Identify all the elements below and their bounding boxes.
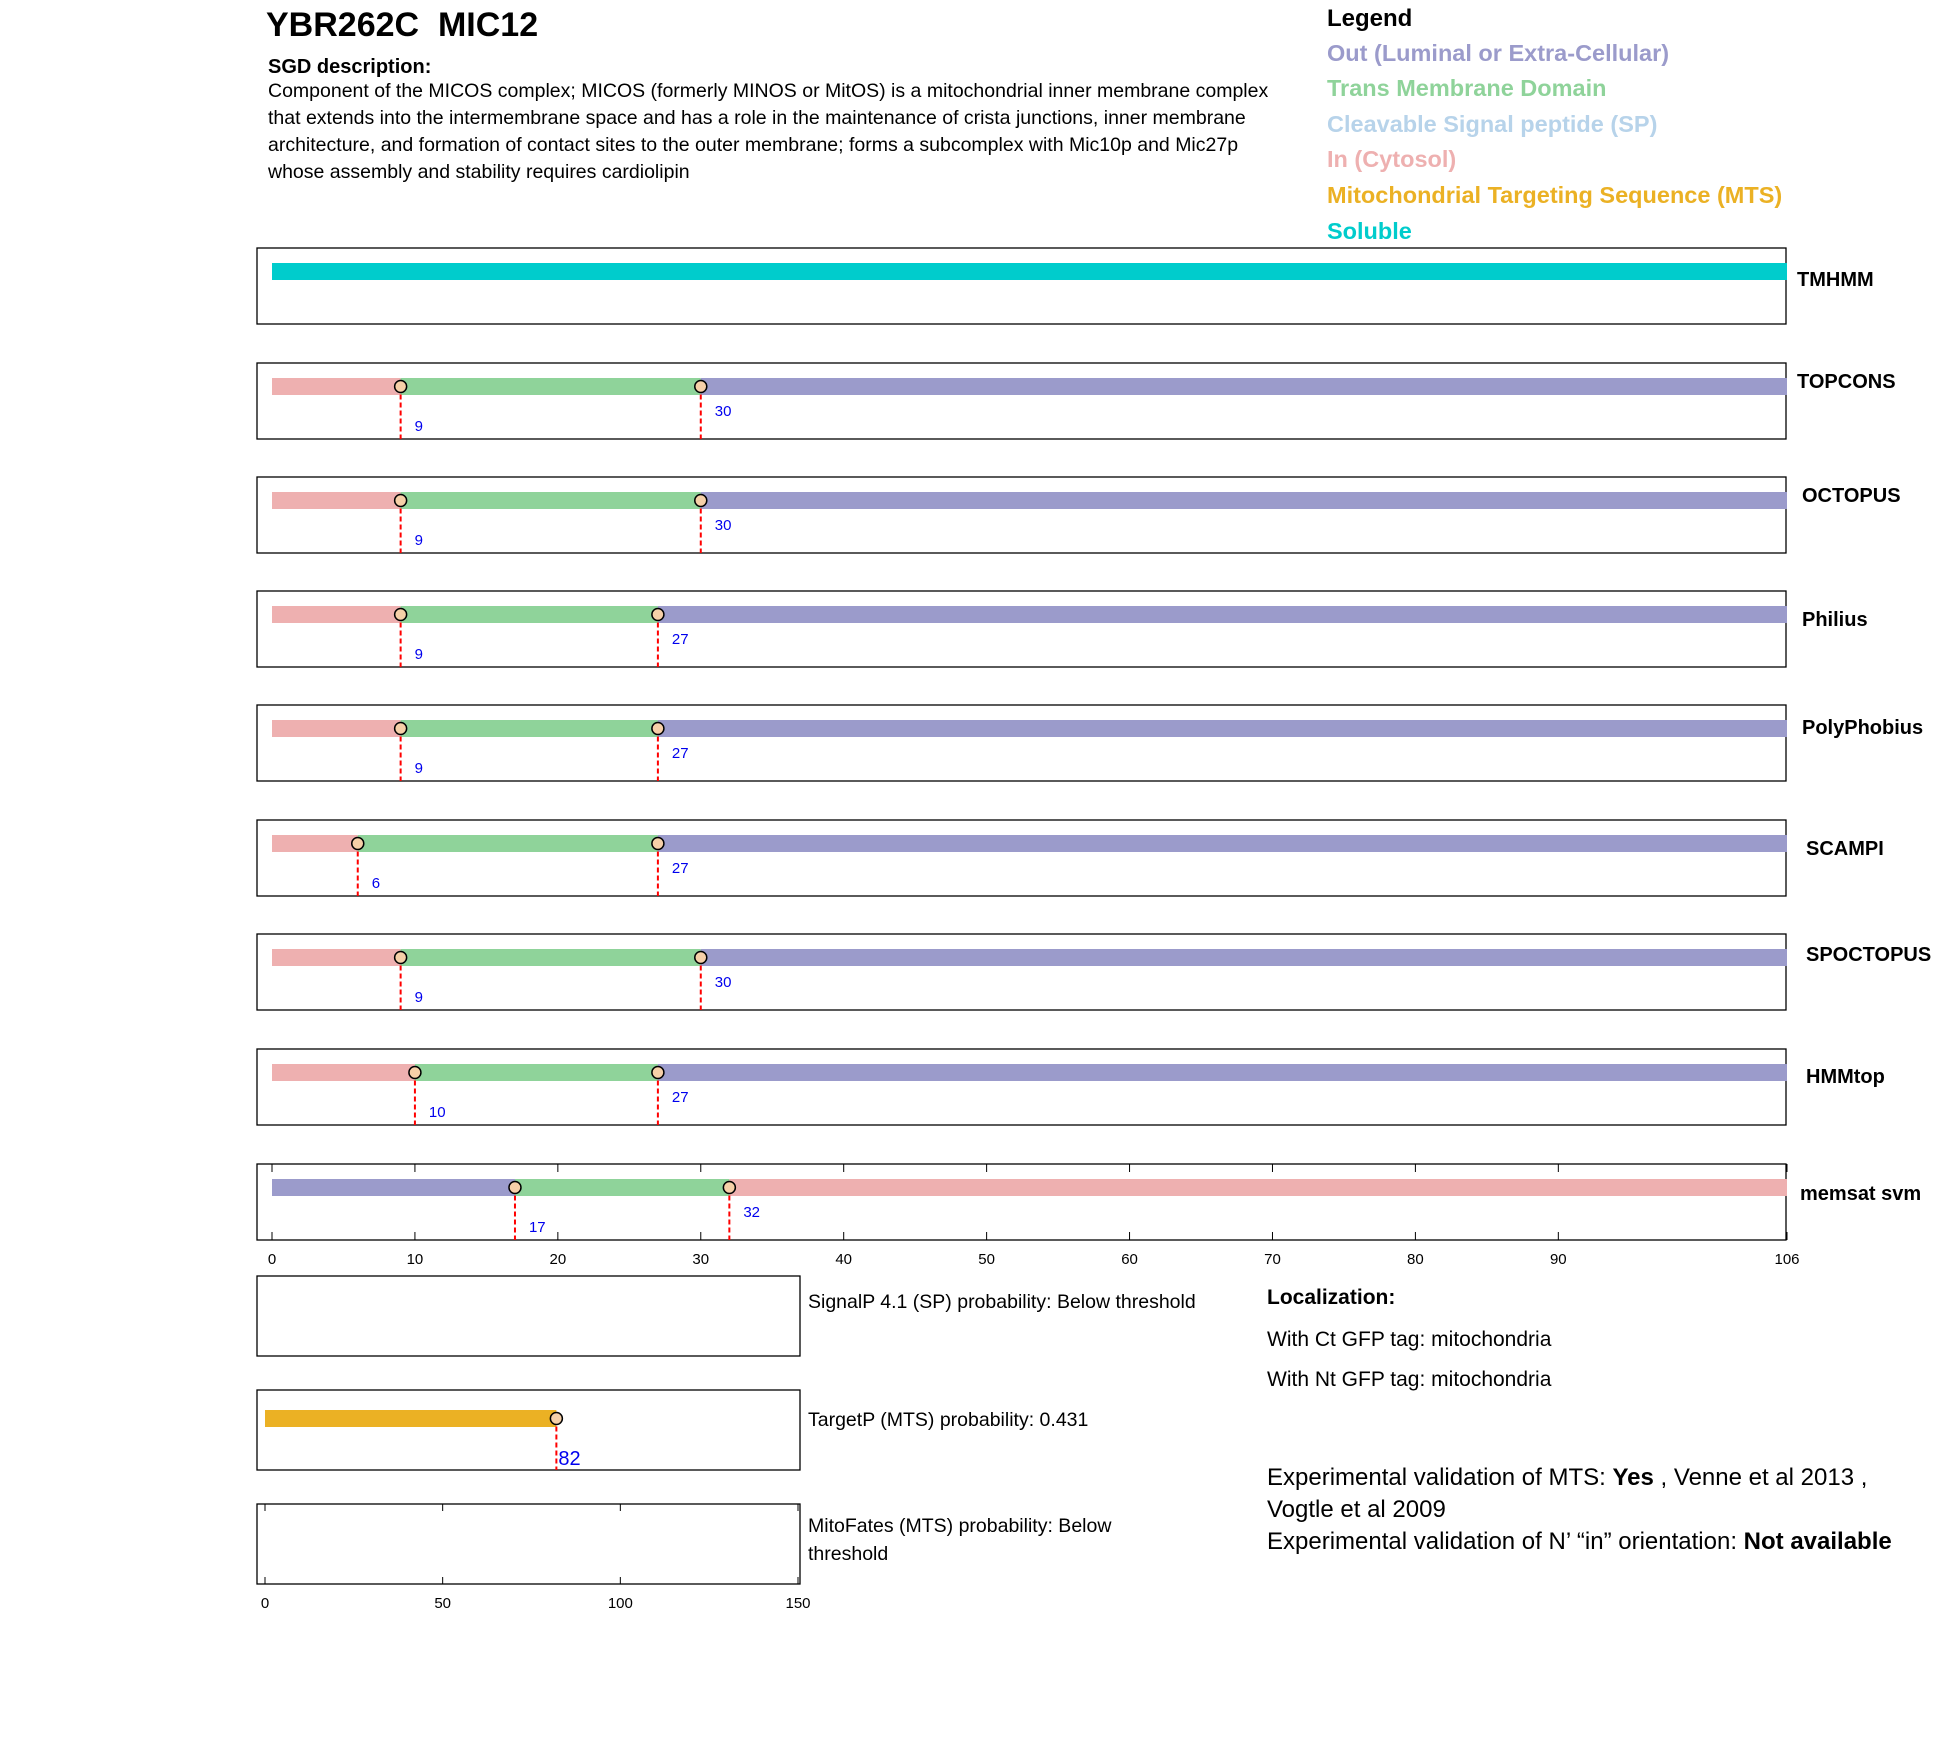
x-tick-label-0: 0 [267, 1251, 277, 1268]
segment-scampi-tm-1 [358, 835, 658, 852]
orientation-validation-value: Not available [1743, 1528, 1892, 1555]
boundary-label-octopus-1: 30 [714, 517, 732, 534]
track-frame-octopus [257, 477, 1786, 553]
boundary-label-hmmtop-0: 10 [428, 1104, 446, 1121]
track-name-spoctopus: SPOCTOPUS [1806, 944, 1932, 966]
boundary-label-spoctopus-0: 9 [414, 989, 423, 1006]
prob-x-tick-label-0: 0 [260, 1595, 270, 1612]
legend-item-sp: Cleavable Signal peptide (SP) [1327, 111, 1658, 137]
segment-memsat-svm-in-2 [729, 1179, 1787, 1196]
segment-spoctopus-in-0 [272, 949, 401, 966]
track-name-polyphobius: PolyPhobius [1802, 717, 1924, 739]
segment-spoctopus-out-2 [701, 949, 1787, 966]
segment-philius-out-2 [658, 606, 1787, 623]
targetp-label: TargetP (MTS) probability: 0.431 [808, 1409, 1089, 1431]
segment-spoctopus-tm-1 [401, 949, 701, 966]
track-name-memsat-svm: memsat svm [1800, 1183, 1922, 1205]
track-frame-spoctopus [257, 934, 1786, 1010]
track-frame-memsat-svm [257, 1164, 1786, 1240]
track-name-philius: Philius [1802, 609, 1868, 631]
boundary-label-scampi-1: 27 [671, 860, 689, 877]
track-frame-scampi [257, 820, 1786, 896]
x-tick-label-2: 20 [549, 1251, 567, 1268]
boundary-label-octopus-0: 9 [414, 532, 423, 549]
boundary-marker-spoctopus-0 [395, 952, 407, 964]
track-name-tmhmm: TMHMM [1797, 269, 1874, 291]
boundary-marker-polyphobius-0 [395, 723, 407, 735]
x-tick-label-3: 30 [692, 1251, 710, 1268]
segment-memsat-svm-tm-1 [515, 1179, 729, 1196]
boundary-marker-scampi-1 [652, 838, 664, 850]
mts-validation-prefix: Experimental validation of MTS: [1267, 1464, 1613, 1491]
legend-item-soluble: Soluble [1327, 218, 1412, 244]
segment-octopus-out-2 [701, 492, 1787, 509]
boundary-label-spoctopus-1: 30 [714, 974, 732, 991]
track-frame-hmmtop [257, 1049, 1786, 1125]
boundary-marker-polyphobius-1 [652, 723, 664, 735]
track-name-topcons: TOPCONS [1797, 371, 1896, 393]
prob-boundary-label-targetp-0: 82 [558, 1448, 581, 1470]
x-tick-label-9: 90 [1549, 1251, 1567, 1268]
track-frame-philius [257, 591, 1786, 667]
segment-octopus-tm-1 [401, 492, 701, 509]
track-name-hmmtop: HMMtop [1806, 1066, 1885, 1088]
track-name-octopus: OCTOPUS [1802, 485, 1901, 507]
prob-x-tick-label-2: 100 [607, 1595, 633, 1612]
segment-memsat-svm-out-0 [272, 1179, 515, 1196]
localization-nt-gfp: With Nt GFP tag: mitochondria [1267, 1368, 1552, 1391]
boundary-label-polyphobius-0: 9 [414, 760, 423, 777]
segment-philius-tm-1 [401, 606, 658, 623]
legend-title: Legend [1327, 5, 1413, 32]
boundary-label-philius-0: 9 [414, 646, 423, 663]
segment-polyphobius-out-2 [658, 720, 1787, 737]
localization-title: Localization: [1267, 1286, 1396, 1309]
track-frame-tmhmm [257, 248, 1786, 324]
gene-name: MIC12 [437, 6, 539, 44]
mitofates-label: MitoFates (MTS) probability: Below threshold [808, 1515, 1112, 1565]
boundary-label-philius-1: 27 [671, 631, 689, 648]
track-frame-topcons [257, 363, 1786, 439]
boundary-label-hmmtop-1: 27 [671, 1089, 689, 1106]
gene-id: YBR262C [266, 6, 420, 44]
sgd-description-label: SGD description: [268, 56, 432, 78]
x-tick-label-1: 10 [406, 1251, 424, 1268]
prob-boundary-marker-targetp-0 [550, 1413, 562, 1425]
x-tick-label-7: 70 [1264, 1251, 1281, 1268]
x-tick-label-8: 80 [1407, 1251, 1424, 1268]
orientation-validation-prefix: Experimental validation of N’ “in” orientation: [1267, 1528, 1744, 1555]
boundary-marker-octopus-0 [395, 495, 407, 507]
mts-validation-value: Yes [1612, 1464, 1654, 1491]
signalp-label: SignalP 4.1 (SP) probability: Below threshold [808, 1291, 1196, 1313]
boundary-marker-memsat-svm-0 [509, 1182, 521, 1194]
segment-polyphobius-in-0 [272, 720, 401, 737]
mts-validation-refs: , Venne et al 2013 , Vogtle et al 2009 [1267, 1464, 1868, 1523]
boundary-marker-scampi-0 [352, 838, 364, 850]
segment-hmmtop-tm-1 [415, 1064, 658, 1081]
segment-hmmtop-in-0 [272, 1064, 415, 1081]
prob-x-tick-label-1: 50 [434, 1595, 452, 1612]
prob-frame-signalp [257, 1276, 800, 1356]
segment-topcons-out-2 [701, 378, 1787, 395]
segment-polyphobius-tm-1 [401, 720, 658, 737]
boundary-label-memsat-svm-0: 17 [528, 1219, 546, 1236]
segment-topcons-tm-1 [401, 378, 701, 395]
boundary-label-polyphobius-1: 27 [671, 745, 689, 762]
track-name-scampi: SCAMPI [1806, 838, 1884, 860]
sgd-description-text: Component of the MICOS complex; MICOS (formerly MINOS or MitOS) is a mitochondrial inner membrane complex that extends into the intermembrane space and has a role in the maintenance of crista junctions, inner membrane architecture, and formation of contact sites to the outer membrane; forms a subcomplex with Mic10p and Mic27p whose assembly and stability requires cardiolipin [268, 80, 1269, 183]
boundary-marker-hmmtop-0 [409, 1067, 421, 1079]
boundary-label-topcons-0: 9 [414, 418, 423, 435]
segment-scampi-in-0 [272, 835, 358, 852]
prob-x-tick-label-3: 150 [785, 1595, 811, 1612]
x-tick-label-10: 106 [1774, 1251, 1800, 1268]
x-tick-label-5: 50 [978, 1251, 995, 1268]
segment-scampi-out-2 [658, 835, 1787, 852]
track-frame-polyphobius [257, 705, 1786, 781]
boundary-label-topcons-1: 30 [714, 403, 732, 420]
legend-item-mts: Mitochondrial Targeting Sequence (MTS) [1327, 182, 1783, 208]
prob-frame-mitofates [257, 1504, 800, 1584]
boundary-marker-octopus-1 [695, 495, 707, 507]
boundary-marker-spoctopus-1 [695, 952, 707, 964]
legend-item-in: In (Cytosol) [1327, 146, 1457, 172]
boundary-label-scampi-0: 6 [371, 875, 381, 892]
boundary-label-memsat-svm-1: 32 [743, 1204, 761, 1221]
boundary-marker-philius-1 [652, 609, 664, 621]
legend-item-out: Out (Luminal or Extra-Cellular) [1327, 40, 1670, 66]
boundary-marker-topcons-0 [395, 381, 407, 393]
legend-item-tm: Trans Membrane Domain [1327, 75, 1607, 101]
x-tick-label-4: 40 [835, 1251, 853, 1268]
experimental-validation [1267, 1462, 1907, 1558]
prob-frame-targetp [257, 1390, 800, 1470]
boundary-marker-philius-0 [395, 609, 407, 621]
segment-topcons-in-0 [272, 378, 401, 395]
segment-tmhmm-soluble-0 [272, 263, 1787, 280]
prob-segment-targetp-0 [265, 1410, 556, 1427]
segment-hmmtop-out-2 [658, 1064, 1787, 1081]
boundary-marker-hmmtop-1 [652, 1067, 664, 1079]
localization-ct-gfp: With Ct GFP tag: mitochondria [1267, 1328, 1552, 1351]
boundary-marker-topcons-1 [695, 381, 707, 393]
segment-philius-in-0 [272, 606, 401, 623]
segment-octopus-in-0 [272, 492, 401, 509]
boundary-marker-memsat-svm-1 [723, 1182, 735, 1194]
x-tick-label-6: 60 [1121, 1251, 1138, 1268]
